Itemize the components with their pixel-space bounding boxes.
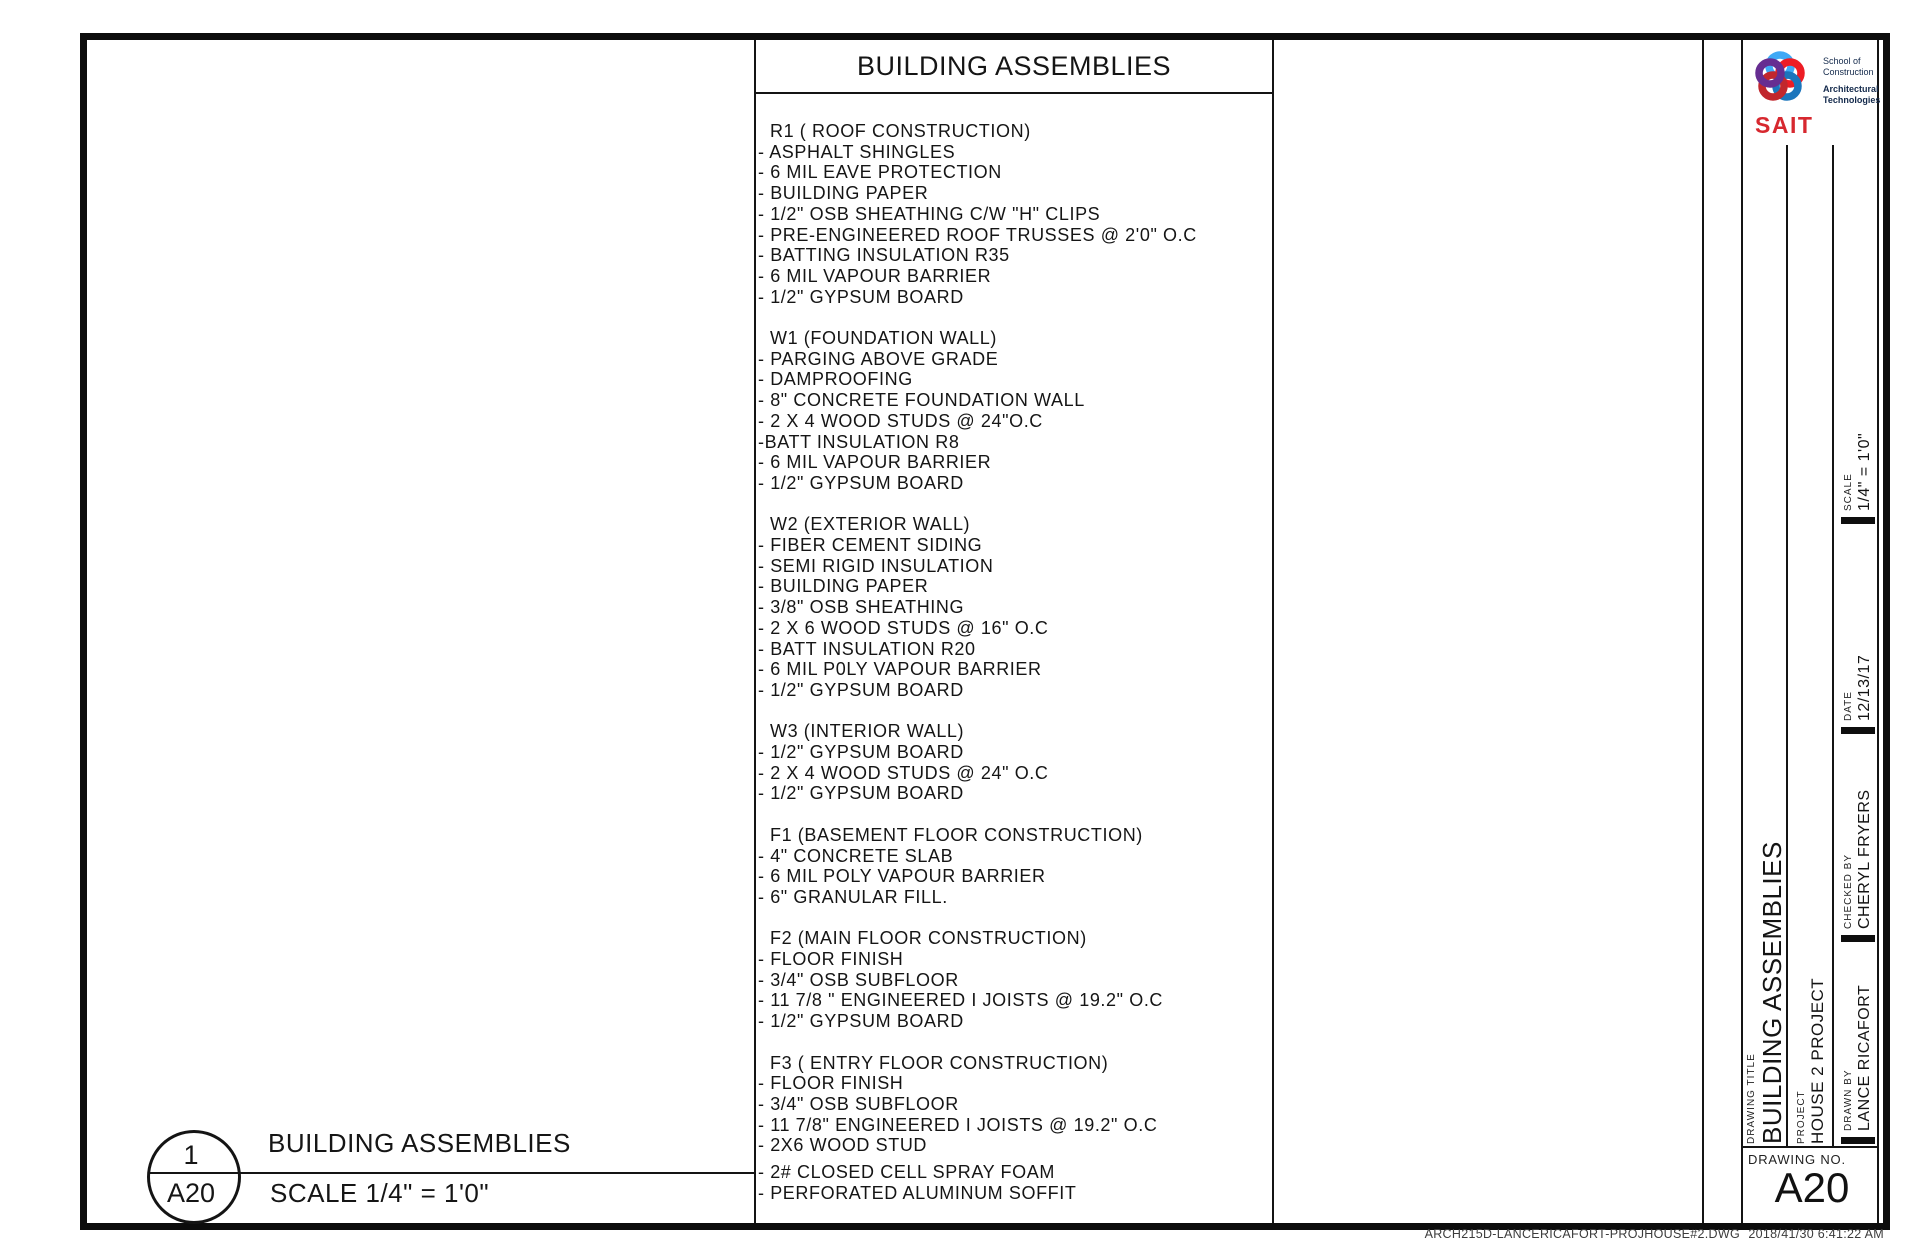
- assembly-section: [758, 825, 1270, 908]
- assembly-item: - 1/2" GYPSUM BOARD: [758, 286, 964, 307]
- sheet-heading-title: BUILDING ASSEMBLIES: [856, 50, 1172, 81]
- assembly-item: - BUILDING PAPER: [758, 183, 929, 204]
- assembly-section: [758, 1162, 1270, 1203]
- assembly-item: - 2X6 WOOD STUD: [758, 1135, 928, 1156]
- assembly-item: - 1/2" OSB SHEATHING C/W "H" CLIPS: [758, 203, 1101, 224]
- assembly-item: - FLOOR FINISH: [758, 949, 904, 970]
- assembly-item: - 6 MIL P0LY VAPOUR BARRIER: [758, 659, 1042, 680]
- assembly-section-header: W3 (INTERIOR WALL): [770, 721, 965, 742]
- assembly-item: - 1/2" GYPSUM BOARD: [758, 742, 964, 763]
- assembly-section-header: R1 ( ROOF CONSTRUCTION): [770, 121, 1031, 141]
- assembly-item: - 4" CONCRETE SLAB: [758, 845, 954, 866]
- sait-logo-text: [1823, 56, 1880, 105]
- assembly-item: - 11 7/8" ENGINEERED I JOISTS @ 19.2" O.C: [758, 1114, 1158, 1135]
- drawing-no-divider-line: [1741, 1146, 1879, 1148]
- assembly-item: - 6 MIL POLY VAPOUR BARRIER: [758, 866, 1046, 887]
- assembly-item: - 6 MIL EAVE PROTECTION: [758, 162, 1002, 183]
- detail-callout-number: 1: [183, 1140, 199, 1170]
- assemblies-list: [758, 121, 1270, 1203]
- drawing-no-value: A20: [1774, 1164, 1850, 1211]
- assembly-section: [758, 928, 1270, 1032]
- field-project: [1790, 882, 1832, 1144]
- footer-filename: ARCH215D-LANCERICAFORT-PROJHOUSE#2.DWG: [1424, 1227, 1740, 1241]
- sait-school-line1: School of: [1823, 56, 1861, 66]
- drawing-no-label: DRAWING NO.: [1748, 1152, 1846, 1167]
- assembly-item: - BATT INSULATION R20: [758, 638, 976, 659]
- assembly-item: - 2 X 4 WOOD STUDS @ 24"O.C: [758, 410, 1043, 431]
- text-column-left-line: [754, 40, 756, 1223]
- assembly-item: - 11 7/8 " ENGINEERED I JOISTS @ 19.2" O.C: [758, 990, 1164, 1011]
- sait-dept-line2: Technologies: [1823, 94, 1881, 105]
- field-drawing-title: [1745, 841, 1787, 1144]
- assembly-item: - 1/2" GYPSUM BOARD: [758, 783, 964, 804]
- field-scale-value: 1/4" = 1'0": [1855, 432, 1873, 511]
- assembly-section: [758, 514, 1270, 700]
- title-block-left-line: [1741, 40, 1743, 1223]
- assembly-item: - 8" CONCRETE FOUNDATION WALL: [758, 390, 1085, 411]
- assembly-item: - FLOOR FINISH: [758, 1073, 904, 1094]
- assembly-section-header: F2 (MAIN FLOOR CONSTRUCTION): [770, 928, 1087, 949]
- assembly-item: - 3/4" OSB SUBFLOOR: [758, 1093, 959, 1114]
- detail-callout-sheet-ref: A20: [166, 1178, 216, 1208]
- assembly-section-header: W2 (EXTERIOR WALL): [770, 514, 971, 535]
- field-date-value: 12/13/17: [1855, 654, 1873, 721]
- field-checked-by-value: CHERYL FRYERS: [1855, 789, 1873, 929]
- assembly-section: [758, 328, 1270, 494]
- field-checked-by: [1836, 730, 1880, 942]
- assembly-section: [758, 721, 1270, 804]
- sait-logo-block: [1745, 44, 1885, 146]
- text-column-right-line: [1272, 40, 1274, 1223]
- assembly-item: - 2 X 4 WOOD STUDS @ 24" O.C: [758, 762, 1049, 783]
- assembly-item: - 6 MIL VAPOUR BARRIER: [758, 452, 992, 473]
- assembly-item: - BATTING INSULATION R35: [758, 245, 1010, 266]
- assembly-item: - PRE-ENGINEERED ROOF TRUSSES @ 2'0" O.C: [758, 224, 1197, 245]
- assembly-item: - 3/4" OSB SUBFLOOR: [758, 969, 959, 990]
- assembly-item: - PARGING ABOVE GRADE: [758, 348, 999, 369]
- field-divider-tick: [1841, 517, 1875, 524]
- assembly-item: - PERFORATED ALUMINUM SOFFIT: [758, 1182, 1077, 1203]
- sheet-heading: [754, 40, 1274, 92]
- field-date: [1836, 564, 1880, 734]
- field-drawn-by: [1836, 932, 1880, 1144]
- assembly-item: - 2 X 6 WOOD STUDS @ 16" O.C: [758, 617, 1049, 638]
- field-checked-by-label: CHECKED BY: [1842, 853, 1854, 929]
- assembly-item: - 1/2" GYPSUM BOARD: [758, 1011, 964, 1032]
- assembly-item: - 6 MIL VAPOUR BARRIER: [758, 265, 992, 286]
- field-drawn-by-value: LANCE RICAFORT: [1855, 984, 1873, 1131]
- sait-wordmark: SAIT: [1755, 112, 1814, 138]
- assembly-item: -BATT INSULATION R8: [758, 431, 960, 452]
- field-project-value: HOUSE 2 PROJECT: [1807, 977, 1827, 1144]
- assembly-section-header: F3 ( ENTRY FLOOR CONSTRUCTION): [770, 1052, 1109, 1073]
- title-block-col2-line: [1832, 145, 1834, 1147]
- assembly-item: - SEMI RIGID INSULATION: [758, 555, 994, 576]
- detail-callout-title: BUILDING ASSEMBLIES: [268, 1128, 571, 1158]
- detail-callout-scale: SCALE 1/4" = 1'0": [270, 1178, 490, 1208]
- field-drawn-by-label: DRAWN BY: [1842, 1069, 1854, 1131]
- assembly-item: - 1/2" GYPSUM BOARD: [758, 679, 964, 700]
- assembly-item: - 6" GRANULAR FILL.: [758, 886, 948, 907]
- field-drawing-title-value: BUILDING ASSEMBLIES: [1757, 841, 1787, 1144]
- field-date-label: DATE: [1842, 691, 1854, 721]
- assembly-item: - 1/2" GYPSUM BOARD: [758, 472, 964, 493]
- sait-dept-line1: Architectural: [1823, 84, 1879, 94]
- assembly-item: - DAMPROOFING: [758, 369, 913, 390]
- assembly-item: - 3/8" OSB SHEATHING: [758, 597, 965, 618]
- field-divider-tick: [1841, 1137, 1875, 1144]
- field-scale: [1836, 354, 1880, 524]
- assembly-item: - ASPHALT SHINGLES: [758, 141, 956, 162]
- assembly-item: - BUILDING PAPER: [758, 576, 929, 597]
- heading-box-bottom-line: [754, 92, 1274, 94]
- field-drawing-title-label: DRAWING TITLE: [1746, 1053, 1757, 1144]
- assembly-section: [758, 1053, 1270, 1157]
- assembly-item: - 2# CLOSED CELL SPRAY FOAM: [758, 1162, 1055, 1183]
- field-scale-label: SCALE: [1842, 473, 1854, 511]
- assembly-section-header: W1 (FOUNDATION WALL): [770, 328, 997, 349]
- assembly-section-header: F1 (BASEMENT FLOOR CONSTRUCTION): [770, 824, 1143, 845]
- footer-timestamp: 2018/41/30 6:41:22 AM: [1748, 1227, 1884, 1241]
- assembly-section: [758, 121, 1270, 307]
- sait-school-line2: Construction: [1823, 66, 1874, 77]
- field-project-label: PROJECT: [1795, 1090, 1807, 1144]
- margin-divider-line: [1702, 40, 1704, 1223]
- sait-knot-icon: [1753, 48, 1807, 110]
- assembly-item: - FIBER CEMENT SIDING: [758, 535, 983, 556]
